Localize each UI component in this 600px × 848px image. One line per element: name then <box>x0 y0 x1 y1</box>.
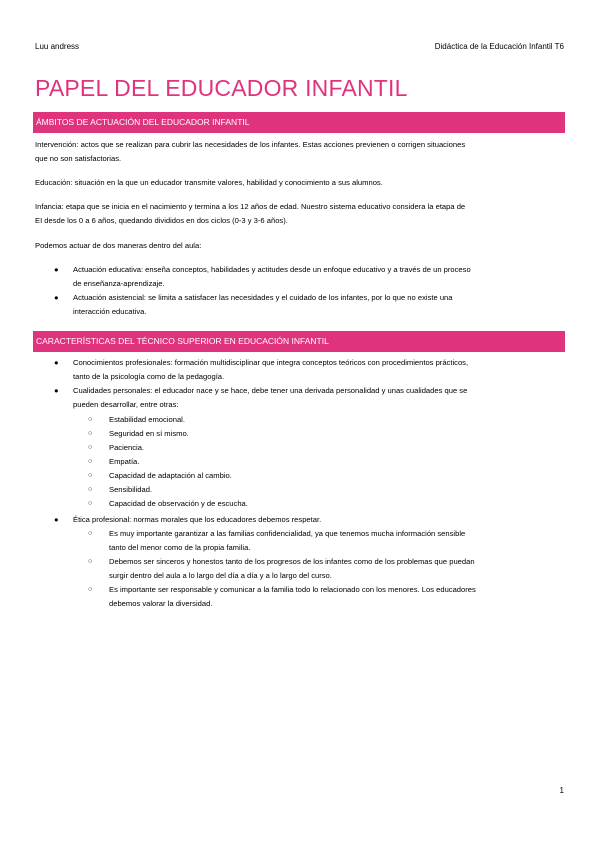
sublist-item-line: debemos valorar la diversidad. <box>109 599 213 608</box>
circle-bullet-icon: ○ <box>88 558 93 565</box>
circle-bullet-icon: ○ <box>88 458 93 465</box>
paragraph-line: Infancia: etapa que se inicia en el nacimiento y termina a los 12 años de edad. Nuestro sistema educativo considera la etapa de <box>35 202 466 211</box>
list-item-line: Actuación asistencial: se limita a satisfacer las necesidades y el cuidado de los infantes, por lo que no existe una <box>73 293 453 302</box>
sublist-item-text: Estabilidad emocional. <box>109 415 185 424</box>
list-item-text: Ética profesional: normas morales que los educadores debemos respetar. <box>73 515 322 524</box>
list-item-line: Conocimientos profesionales: formación multidisciplinar que integra conceptos teóricos con procedimientos prácticos, <box>73 358 469 367</box>
list-item-line: pueden desarrollar, entre otras: <box>73 400 179 409</box>
sublist-item-text: Capacidad de observación y de escucha. <box>109 499 248 508</box>
sublist-item-line: Es importante ser responsable y comunicar a la familia todo lo relacionado con los menores. Los educadores <box>109 585 476 594</box>
paragraph-podemos: Podemos actuar de dos maneras dentro del aula: <box>35 241 202 250</box>
list-item-line: interacción educativa. <box>73 307 147 316</box>
section-heading-caracteristicas: CARACTERÍSTICAS DEL TÉCNICO SUPERIOR EN EDUCACIÓN INFANTIL <box>33 331 565 352</box>
paragraph-line: EI desde los 0 a 6 años, quedando divididos en dos ciclos (0-3 y 3-6 años). <box>35 216 288 225</box>
page-title: PAPEL DEL EDUCADOR INFANTIL <box>35 75 408 101</box>
circle-bullet-icon: ○ <box>88 500 93 507</box>
header-author: Luu andress <box>35 42 80 51</box>
sublist-item-line: surgir dentro del aula a lo largo del día a día y a lo largo del curso. <box>109 571 332 580</box>
sublist-item-line: Es muy importante garantizar a las familias confidencialidad, ya que tenemos mucha información sensible <box>109 529 466 538</box>
sublist-item-line: Debemos ser sinceros y honestos tanto de los progresos de los infantes como de los problemas que puedan <box>109 557 475 566</box>
bullet-icon: ● <box>54 515 59 524</box>
circle-bullet-icon: ○ <box>88 530 93 537</box>
sublist-item-text: Sensibilidad. <box>109 485 153 494</box>
paragraph-intervencion <box>35 138 560 166</box>
sublist-item-text: Capacidad de adaptación al cambio. <box>109 471 232 480</box>
paragraph-infancia <box>35 200 560 228</box>
list-item-line: de enseñanza-aprendizaje. <box>73 279 165 288</box>
circle-bullet-icon: ○ <box>88 430 93 437</box>
sublist-item-text: Empatía. <box>109 457 140 466</box>
paragraph-educacion: Educación: situación en la que un educador transmite valores, habilidad y conocimiento a sus alumnos. <box>35 178 383 187</box>
paragraph-line: Intervención: actos que se realizan para cubrir las necesidades de los infantes. Estas acciones previenen o corrigen situaciones <box>35 140 466 149</box>
circle-bullet-icon: ○ <box>88 444 93 451</box>
bullet-icon: ● <box>54 386 59 395</box>
list-item-line: Actuación educativa: enseña conceptos, habilidades y actitudes desde un enfoque educativo y a través de un proceso <box>73 265 471 274</box>
page-number: 1 <box>559 786 564 795</box>
sublist-item-text: Seguridad en sí mismo. <box>109 429 189 438</box>
bullet-icon: ● <box>54 358 59 367</box>
circle-bullet-icon: ○ <box>88 586 93 593</box>
bullet-icon: ● <box>54 293 59 302</box>
paragraph-line: que no son satisfactorias. <box>35 154 122 163</box>
circle-bullet-icon: ○ <box>88 416 93 423</box>
circle-bullet-icon: ○ <box>88 472 93 479</box>
circle-bullet-icon: ○ <box>88 486 93 493</box>
sublist-item-line: tanto del menor como de la propia familia. <box>109 543 251 552</box>
list-item-line: tanto de la psicología como de la pedagogía. <box>73 372 225 381</box>
sublist-item-text: Paciencia. <box>109 443 145 452</box>
list-item-line: Cualidades personales: el educador nace y se hace, debe tener una derivada personalidad y unas cualidades que se <box>73 386 468 395</box>
header-course: Didáctica de la Educación Infantil T6 <box>434 42 564 51</box>
bullet-icon: ● <box>54 265 59 274</box>
section-heading-ambitos: ÁMBITOS DE ACTUACIÓN DEL EDUCADOR INFANTIL <box>33 112 565 133</box>
